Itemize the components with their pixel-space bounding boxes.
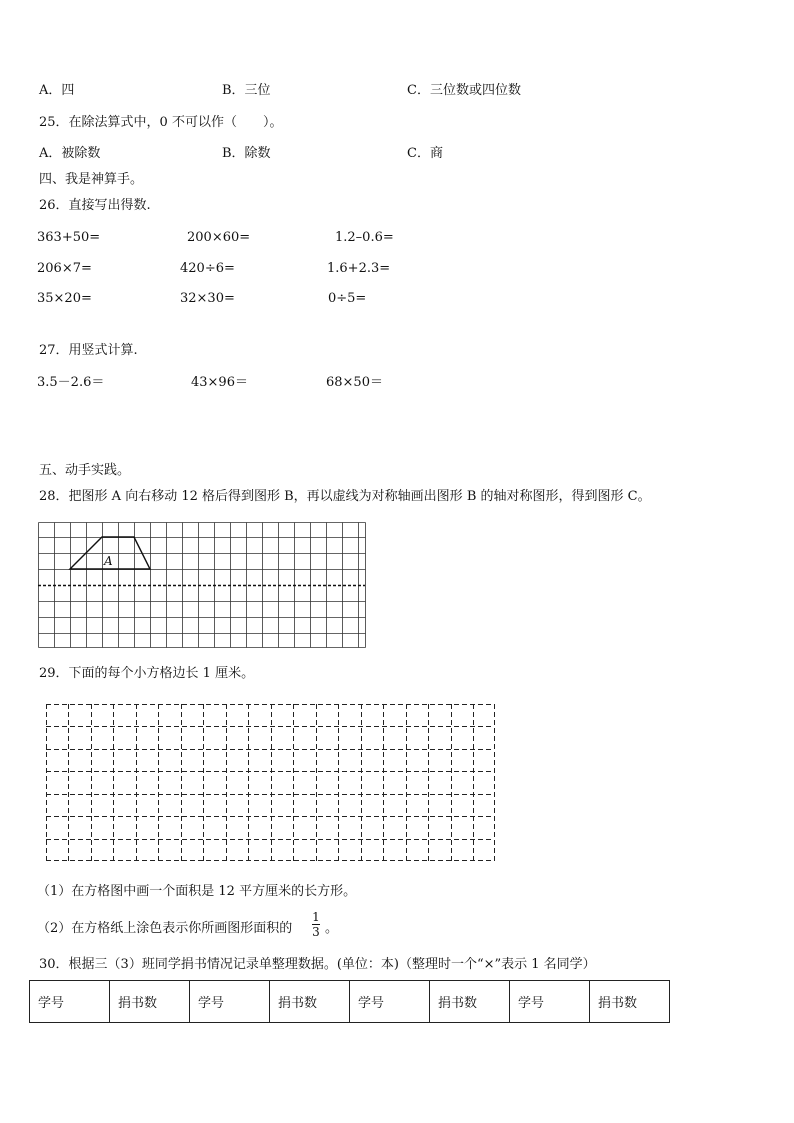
q28-stem: 28．把图形 A 向右移动 12 格后得到图形 B，再以虚线为对称轴画出图形 B 的轴对称图形，得到图形 C。 <box>39 489 651 504</box>
q29-fraction-denominator: 3 <box>312 925 320 939</box>
q26-item-6: 1.6+2.3= <box>327 261 391 276</box>
q29-sub2 <box>37 921 292 937</box>
q24-option-b: B．三位 <box>222 83 271 98</box>
q28-shape-label: A <box>104 554 113 568</box>
q25-option-c: C．商 <box>407 146 443 161</box>
q30-header-id-2: 学号 <box>190 981 270 1023</box>
q30-header-id-4: 学号 <box>510 981 590 1023</box>
q27-item-1: 3.5－2.6＝ <box>37 375 105 390</box>
table-row <box>30 981 670 1023</box>
q30-header-books-2: 捐书数 <box>270 981 350 1023</box>
q30-header-books-1: 捐书数 <box>110 981 190 1023</box>
q29-sub1: （1）在方格图中画一个面积是 12 平方厘米的长方形。 <box>37 884 357 899</box>
q26-item-4: 206×7= <box>37 261 92 276</box>
q26-item-2: 200×60= <box>187 230 251 245</box>
q24-option-a: A．四 <box>39 83 75 98</box>
q30-header-books-4: 捐书数 <box>590 981 670 1023</box>
q26-item-9: 0÷5= <box>328 291 367 306</box>
q26-item-8: 32×30= <box>180 291 235 306</box>
q26-item-7: 35×20= <box>37 291 92 306</box>
q26-item-1: 363+50= <box>37 230 101 245</box>
q29-fraction-numerator: 1 <box>312 910 320 924</box>
q30-record-table <box>29 980 670 1023</box>
q30-header-id-1: 学号 <box>30 981 110 1023</box>
q26-stem: 26．直接写出得数. <box>39 198 151 213</box>
q28-grid-figure <box>38 522 368 650</box>
q28-grid-lines <box>39 523 366 648</box>
q30-stem: 30．根据三（3）班同学捐书情况记录单整理数据。(单位：本)（整理时一个“×”表示 1 名同学） <box>39 957 596 972</box>
q27-stem: 27．用竖式计算. <box>39 343 138 358</box>
q25-option-a: A．被除数 <box>39 146 101 161</box>
q25-option-b: B．除数 <box>222 146 271 161</box>
section5-title: 五、动手实践。 <box>39 463 131 478</box>
q29-stem: 29．下面的每个小方格边长 1 厘米。 <box>39 666 255 681</box>
q26-item-5: 420÷6= <box>180 261 235 276</box>
q30-header-id-3: 学号 <box>350 981 430 1023</box>
q29-sub2-text: （2）在方格纸上涂色表示你所画图形面积的 <box>37 921 293 936</box>
q26-item-3: 1.2–0.6= <box>335 230 394 245</box>
q29-fraction <box>312 911 320 938</box>
q24-option-c: C．三位数或四位数 <box>407 83 521 98</box>
q27-item-2: 43×96＝ <box>191 375 248 390</box>
q27-item-3: 68×50＝ <box>326 375 383 390</box>
section4-title: 四、我是神算手。 <box>39 172 144 187</box>
q30-header-books-3: 捐书数 <box>430 981 510 1023</box>
q25-stem: 25．在除法算式中，0 不可以作（ ）。 <box>39 115 283 130</box>
q29-dashed-grid <box>44 702 498 864</box>
q29-sub2-end: 。 <box>325 921 339 936</box>
